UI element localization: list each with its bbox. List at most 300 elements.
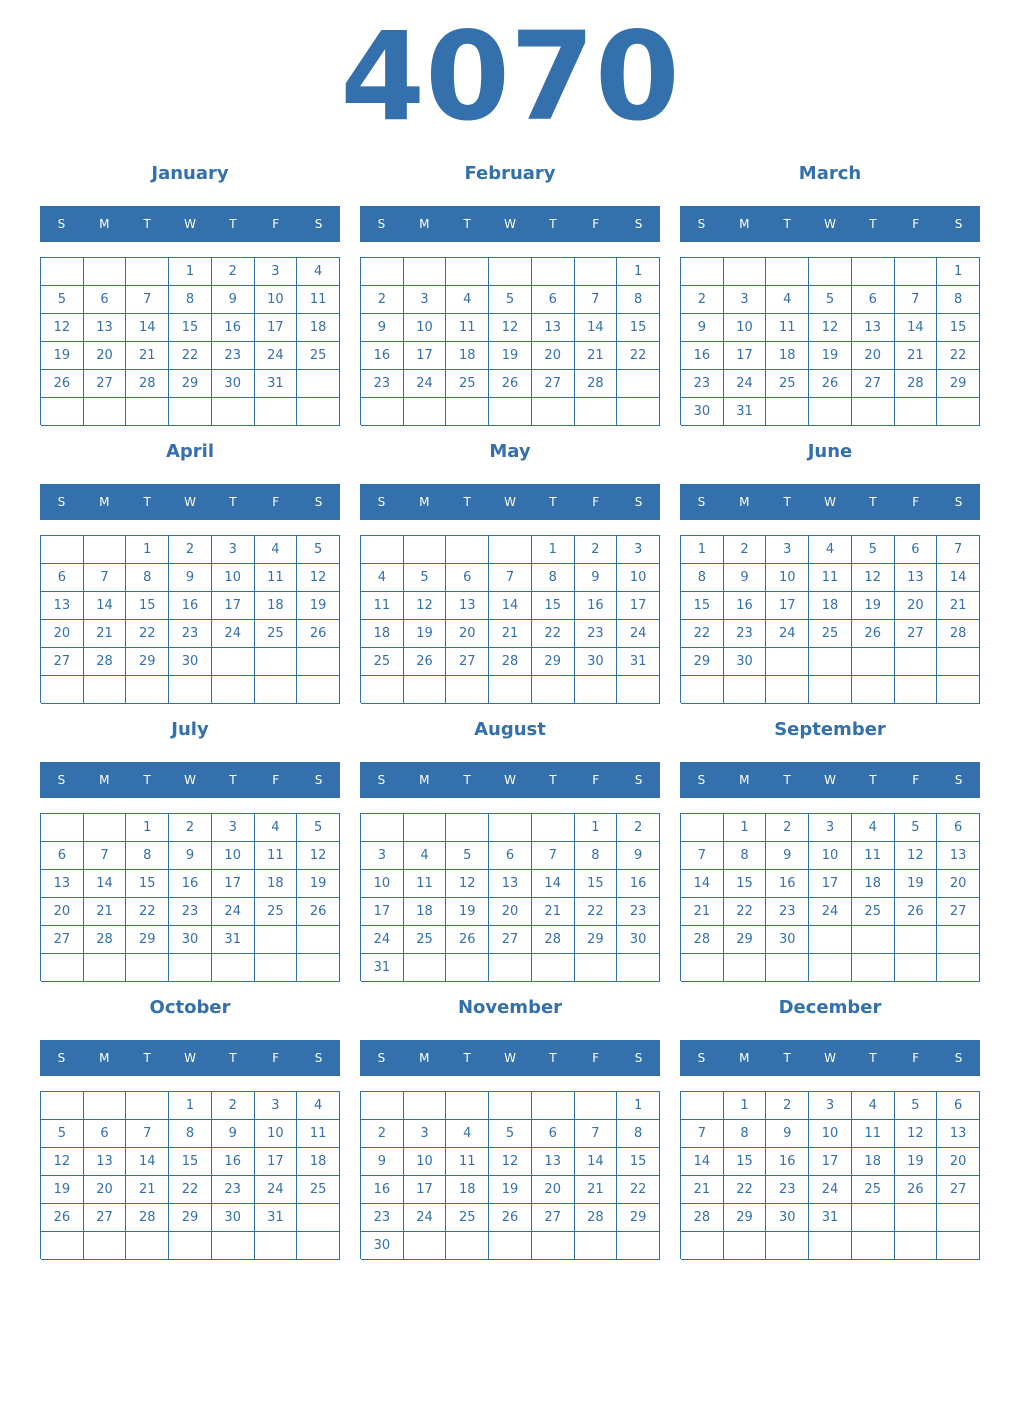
weekday-label: T [463,217,471,231]
empty-day-cell [489,676,532,704]
day-cell: 13 [532,314,575,342]
day-cell: 1 [169,258,212,286]
empty-day-cell [809,648,852,676]
day-cell: 23 [766,1176,809,1204]
empty-day-cell [809,1232,852,1260]
day-cell: 5 [489,1120,532,1148]
day-cell: 2 [766,1092,809,1120]
day-cell: 14 [681,870,724,898]
day-cell: 15 [937,314,980,342]
day-cell: 28 [532,926,575,954]
day-cell: 27 [937,898,980,926]
weekday-label: W [824,1051,836,1065]
empty-day-cell [681,676,724,704]
day-cell: 22 [724,898,767,926]
day-cell: 31 [255,1204,298,1232]
empty-day-cell [126,1092,169,1120]
empty-day-cell [852,648,895,676]
month-name: October [149,997,231,1018]
empty-day-cell [126,676,169,704]
day-cell: 19 [489,1176,532,1204]
empty-day-cell [84,954,127,982]
empty-day-cell [724,676,767,704]
day-cell: 9 [361,314,404,342]
day-cell: 1 [617,258,660,286]
month-name: December [778,997,882,1018]
empty-day-cell [937,926,980,954]
day-cell: 11 [809,564,852,592]
weekday-header [680,206,980,242]
day-cell: 21 [84,620,127,648]
day-cell: 4 [852,814,895,842]
day-cell: 7 [937,536,980,564]
empty-day-cell [724,954,767,982]
day-cell: 1 [126,536,169,564]
day-cell: 30 [766,1204,809,1232]
empty-day-cell [84,1232,127,1260]
day-cell: 15 [617,1148,660,1176]
day-cell: 24 [212,620,255,648]
day-cell: 3 [404,1120,447,1148]
day-cell: 11 [446,1148,489,1176]
day-cell: 14 [575,1148,618,1176]
day-cell: 14 [84,592,127,620]
day-cell: 16 [766,870,809,898]
empty-day-cell [809,926,852,954]
empty-day-cell [255,926,298,954]
empty-day-cell [895,398,938,426]
day-cell: 21 [895,342,938,370]
day-cell: 8 [169,286,212,314]
day-cell: 28 [489,648,532,676]
day-cell: 26 [404,648,447,676]
day-cell: 16 [681,342,724,370]
day-cell: 22 [126,620,169,648]
day-cell: 7 [681,842,724,870]
month-name: January [151,163,229,184]
day-cell: 2 [681,286,724,314]
empty-day-cell [212,954,255,982]
day-cell: 30 [724,648,767,676]
day-cell: 18 [809,592,852,620]
day-cell: 6 [489,842,532,870]
empty-day-cell [361,814,404,842]
day-cell: 28 [575,370,618,398]
day-cell: 18 [446,342,489,370]
weekday-label: F [592,1051,600,1065]
day-cell: 1 [724,1092,767,1120]
weekday-label: S [634,773,643,787]
day-cell: 8 [724,1120,767,1148]
day-cell: 8 [126,564,169,592]
day-cell: 4 [809,536,852,564]
weekday-label: W [504,495,516,509]
day-cell: 24 [255,342,298,370]
day-cell: 9 [617,842,660,870]
day-cell: 23 [617,898,660,926]
day-cell: 27 [532,370,575,398]
day-cell: 29 [617,1204,660,1232]
empty-day-cell [297,1232,340,1260]
day-cell: 8 [724,842,767,870]
weekday-label: M [99,773,110,787]
day-cell: 6 [84,1120,127,1148]
empty-day-cell [446,954,489,982]
weekday-label: F [912,217,920,231]
empty-day-cell [169,676,212,704]
empty-day-cell [766,648,809,676]
day-cell: 25 [297,342,340,370]
day-cell: 23 [766,898,809,926]
day-cell: 15 [724,1148,767,1176]
weekday-label: F [272,1051,280,1065]
day-cell: 3 [766,536,809,564]
day-cell: 22 [937,342,980,370]
empty-day-cell [489,258,532,286]
day-cell: 10 [809,1120,852,1148]
day-cell: 26 [297,898,340,926]
empty-day-cell [575,954,618,982]
empty-day-cell [489,398,532,426]
day-cell: 19 [489,342,532,370]
day-cell: 1 [681,536,724,564]
weekday-label: T [783,217,791,231]
weekday-label: S [954,217,963,231]
day-cell: 24 [724,370,767,398]
empty-day-cell [852,926,895,954]
day-cell: 23 [724,620,767,648]
day-cell: 24 [361,926,404,954]
day-cell: 29 [575,926,618,954]
weekday-label: F [272,773,280,787]
day-grid [40,535,340,703]
day-cell: 22 [169,1176,212,1204]
day-cell: 25 [404,926,447,954]
day-cell: 2 [212,258,255,286]
day-cell: 17 [255,1148,298,1176]
day-cell: 9 [575,564,618,592]
day-cell: 10 [361,870,404,898]
empty-day-cell [489,1092,532,1120]
empty-day-cell [895,648,938,676]
day-cell: 15 [724,870,767,898]
empty-day-cell [84,398,127,426]
day-cell: 9 [212,286,255,314]
weekday-label: S [634,495,643,509]
weekday-label: F [272,495,280,509]
weekday-label: M [739,1051,750,1065]
empty-day-cell [766,1232,809,1260]
day-cell: 22 [724,1176,767,1204]
day-cell: 11 [255,842,298,870]
day-cell: 12 [809,314,852,342]
day-cell: 27 [84,1204,127,1232]
empty-day-cell [532,954,575,982]
day-grid [680,1091,980,1259]
day-cell: 6 [852,286,895,314]
day-cell: 7 [126,1120,169,1148]
weekday-header [360,206,660,242]
weekday-label: S [314,773,323,787]
day-cell: 18 [446,1176,489,1204]
day-cell: 28 [937,620,980,648]
day-cell: 3 [617,536,660,564]
day-cell: 17 [404,342,447,370]
day-cell: 4 [766,286,809,314]
day-cell: 31 [724,398,767,426]
empty-day-cell [489,1232,532,1260]
day-cell: 22 [617,342,660,370]
weekday-label: S [634,1051,643,1065]
weekday-label: F [272,217,280,231]
day-cell: 19 [446,898,489,926]
empty-day-cell [404,1092,447,1120]
day-cell: 22 [126,898,169,926]
day-cell: 25 [297,1176,340,1204]
day-cell: 29 [169,1204,212,1232]
weekday-header [360,484,660,520]
empty-day-cell [489,536,532,564]
day-cell: 14 [895,314,938,342]
day-cell: 1 [169,1092,212,1120]
day-cell: 20 [532,342,575,370]
day-cell: 30 [766,926,809,954]
day-cell: 8 [617,1120,660,1148]
day-cell: 9 [766,1120,809,1148]
day-cell: 23 [169,620,212,648]
day-cell: 25 [852,898,895,926]
empty-day-cell [446,1092,489,1120]
day-cell: 30 [169,926,212,954]
day-cell: 26 [41,1204,84,1232]
empty-day-cell [446,258,489,286]
day-cell: 4 [255,814,298,842]
weekday-label: T [783,1051,791,1065]
day-cell: 27 [41,926,84,954]
weekday-label: T [143,495,151,509]
empty-day-cell [895,258,938,286]
weekday-label: F [592,217,600,231]
day-cell: 4 [446,286,489,314]
empty-day-cell [766,398,809,426]
day-cell: 9 [212,1120,255,1148]
day-grid [680,813,980,981]
day-cell: 27 [446,648,489,676]
day-cell: 29 [937,370,980,398]
day-cell: 26 [852,620,895,648]
day-cell: 11 [297,1120,340,1148]
day-grid [680,535,980,703]
empty-day-cell [895,1204,938,1232]
empty-day-cell [895,954,938,982]
day-cell: 29 [126,926,169,954]
day-cell: 28 [895,370,938,398]
empty-day-cell [681,258,724,286]
empty-day-cell [84,1092,127,1120]
day-cell: 1 [126,814,169,842]
day-cell: 18 [297,314,340,342]
day-cell: 23 [212,1176,255,1204]
day-cell: 13 [895,564,938,592]
day-cell: 14 [937,564,980,592]
day-cell: 7 [489,564,532,592]
empty-day-cell [41,954,84,982]
day-cell: 20 [446,620,489,648]
day-cell: 3 [212,814,255,842]
day-cell: 27 [489,926,532,954]
day-cell: 24 [617,620,660,648]
month-name: September [774,719,886,740]
day-cell: 3 [809,814,852,842]
day-cell: 17 [617,592,660,620]
weekday-label: M [419,1051,430,1065]
weekday-label: W [504,773,516,787]
day-cell: 2 [169,814,212,842]
day-cell: 21 [681,1176,724,1204]
empty-day-cell [41,258,84,286]
empty-day-cell [852,954,895,982]
day-cell: 11 [446,314,489,342]
day-cell: 30 [681,398,724,426]
empty-day-cell [404,1232,447,1260]
empty-day-cell [852,1204,895,1232]
day-cell: 28 [84,648,127,676]
day-grid [680,257,980,425]
weekday-label: S [57,773,66,787]
day-cell: 6 [532,1120,575,1148]
day-cell: 24 [809,898,852,926]
empty-day-cell [84,536,127,564]
day-cell: 10 [766,564,809,592]
day-cell: 5 [446,842,489,870]
day-cell: 31 [255,370,298,398]
day-cell: 27 [84,370,127,398]
weekday-label: S [57,1051,66,1065]
day-cell: 20 [937,870,980,898]
day-cell: 5 [895,1092,938,1120]
empty-day-cell [852,676,895,704]
weekday-label: W [504,217,516,231]
day-cell: 14 [532,870,575,898]
year-title: 4070 [340,6,680,148]
day-cell: 12 [489,314,532,342]
day-cell: 14 [126,314,169,342]
weekday-header [680,1040,980,1076]
day-cell: 11 [297,286,340,314]
day-cell: 29 [724,1204,767,1232]
day-cell: 15 [126,870,169,898]
day-cell: 4 [446,1120,489,1148]
day-cell: 1 [532,536,575,564]
day-cell: 24 [809,1176,852,1204]
weekday-header [680,762,980,798]
day-cell: 18 [361,620,404,648]
empty-day-cell [126,954,169,982]
empty-day-cell [852,258,895,286]
day-cell: 28 [681,926,724,954]
weekday-label: S [377,495,386,509]
day-cell: 24 [766,620,809,648]
day-grid [40,1091,340,1259]
day-cell: 19 [852,592,895,620]
day-cell: 19 [41,342,84,370]
weekday-label: T [549,773,557,787]
day-cell: 14 [489,592,532,620]
empty-day-cell [446,814,489,842]
day-cell: 16 [212,1148,255,1176]
empty-day-cell [575,258,618,286]
empty-day-cell [617,370,660,398]
empty-day-cell [41,398,84,426]
day-cell: 9 [766,842,809,870]
day-cell: 1 [937,258,980,286]
weekday-label: W [184,495,196,509]
empty-day-cell [937,954,980,982]
day-cell: 21 [532,898,575,926]
empty-day-cell [361,398,404,426]
weekday-label: T [869,217,877,231]
empty-day-cell [41,1092,84,1120]
day-cell: 1 [724,814,767,842]
weekday-label: S [314,217,323,231]
day-cell: 12 [297,842,340,870]
day-cell: 9 [724,564,767,592]
day-cell: 7 [575,286,618,314]
weekday-label: T [549,1051,557,1065]
day-cell: 2 [361,286,404,314]
day-cell: 27 [937,1176,980,1204]
day-cell: 16 [766,1148,809,1176]
month-name: June [807,441,853,462]
weekday-header [40,206,340,242]
weekday-label: T [869,495,877,509]
day-cell: 6 [895,536,938,564]
weekday-label: S [377,773,386,787]
empty-day-cell [361,258,404,286]
day-cell: 19 [297,870,340,898]
day-cell: 3 [212,536,255,564]
empty-day-cell [255,676,298,704]
day-cell: 28 [126,370,169,398]
day-cell: 13 [852,314,895,342]
day-cell: 23 [361,370,404,398]
day-cell: 12 [489,1148,532,1176]
day-cell: 20 [41,898,84,926]
month-name: July [171,719,209,740]
day-grid [360,257,660,425]
day-cell: 12 [895,842,938,870]
day-cell: 20 [41,620,84,648]
empty-day-cell [297,648,340,676]
day-cell: 29 [681,648,724,676]
day-cell: 11 [404,870,447,898]
day-cell: 14 [84,870,127,898]
day-cell: 3 [255,258,298,286]
empty-day-cell [41,1232,84,1260]
day-cell: 30 [212,1204,255,1232]
day-cell: 25 [446,370,489,398]
day-cell: 26 [446,926,489,954]
day-cell: 16 [169,870,212,898]
day-cell: 7 [575,1120,618,1148]
day-cell: 25 [361,648,404,676]
empty-day-cell [169,1232,212,1260]
day-cell: 2 [724,536,767,564]
weekday-label: F [912,1051,920,1065]
day-cell: 7 [681,1120,724,1148]
day-cell: 16 [169,592,212,620]
day-cell: 7 [532,842,575,870]
